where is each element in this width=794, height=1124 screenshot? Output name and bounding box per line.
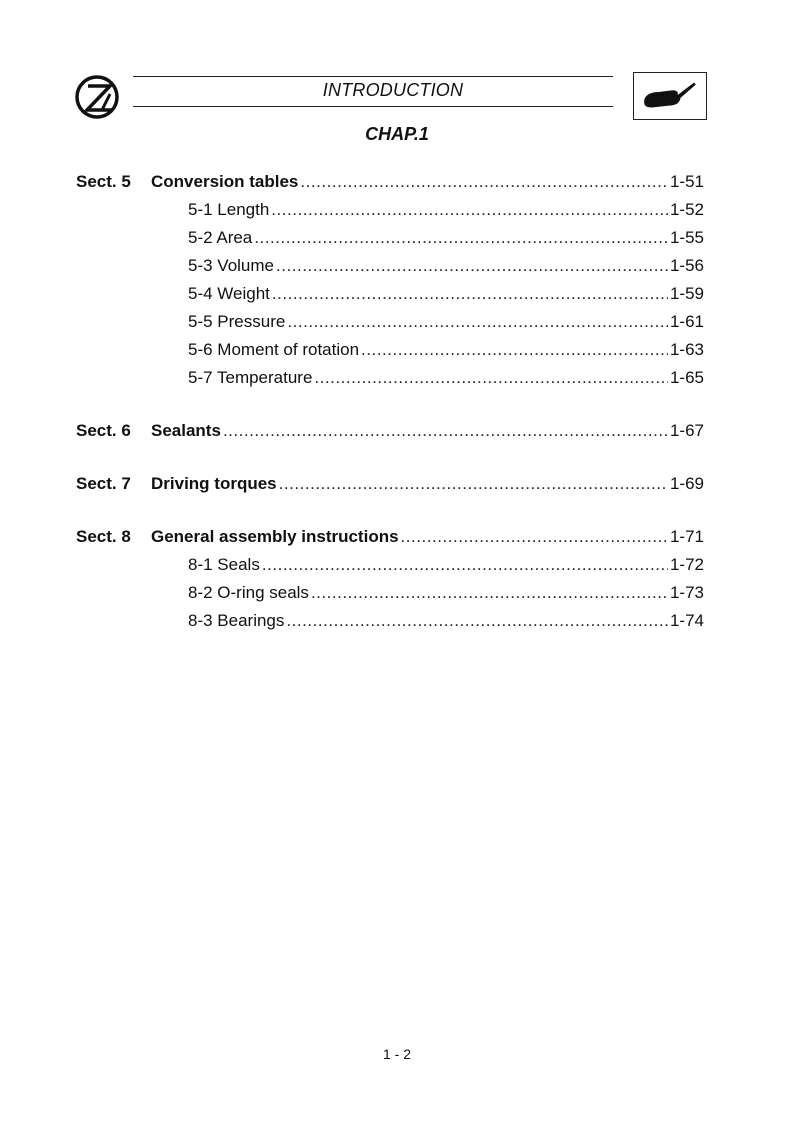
page-ref: 1-65 — [669, 368, 704, 387]
toc-section-5[interactable] — [76, 168, 704, 196]
leader-dots — [223, 417, 668, 445]
section-number: Sect. 5 — [76, 172, 131, 191]
toc-section-6[interactable] — [76, 417, 704, 445]
item-title: 5-5 Pressure — [188, 312, 286, 331]
item-title: 5-4 Weight — [188, 284, 270, 303]
leader-dots — [272, 280, 668, 308]
table-of-contents — [76, 168, 704, 635]
leader-dots — [271, 196, 668, 224]
page-ref: 1-67 — [669, 421, 704, 440]
page-ref: 1-59 — [669, 284, 704, 303]
leader-dots — [401, 523, 668, 551]
item-title: 5-2 Area — [188, 228, 253, 247]
item-title: 5-7 Temperature — [188, 368, 313, 387]
leader-dots — [311, 579, 668, 607]
section-title: Driving torques — [151, 474, 277, 493]
leader-dots — [254, 224, 668, 252]
page-ref: 1-71 — [669, 527, 704, 546]
page-ref: 1-72 — [669, 555, 704, 574]
page-ref: 1-63 — [669, 340, 704, 359]
item-title: 8-3 Bearings — [188, 611, 285, 630]
section-number: Sect. 7 — [76, 474, 131, 493]
section-title: Conversion tables — [151, 172, 299, 191]
toc-item-8-1[interactable] — [76, 551, 704, 579]
leader-dots — [276, 252, 668, 280]
toc-item-5-4[interactable] — [76, 280, 704, 308]
toc-item-5-5[interactable] — [76, 308, 704, 336]
leader-dots — [287, 308, 668, 336]
page-ref: 1-74 — [669, 611, 704, 630]
leader-dots — [314, 364, 668, 392]
toc-section-7[interactable] — [76, 470, 704, 498]
page-header-title: INTRODUCTION — [322, 80, 464, 100]
toc-item-5-1[interactable] — [76, 196, 704, 224]
leader-dots — [361, 336, 668, 364]
leader-dots — [279, 470, 668, 498]
pointing-hand-icon — [633, 72, 707, 120]
toc-item-5-6[interactable] — [76, 336, 704, 364]
page-ref: 1-51 — [669, 172, 704, 191]
toc-item-5-3[interactable] — [76, 252, 704, 280]
section-title: Sealants — [151, 421, 221, 440]
section-number: Sect. 8 — [76, 527, 131, 546]
leader-dots — [262, 551, 668, 579]
toc-item-8-2[interactable] — [76, 579, 704, 607]
page-ref: 1-73 — [669, 583, 704, 602]
page-ref: 1-55 — [669, 228, 704, 247]
item-title: 8-2 O-ring seals — [188, 583, 309, 602]
leader-dots — [286, 607, 668, 635]
toc-section-8[interactable] — [76, 523, 704, 551]
item-title: 5-6 Moment of rotation — [188, 340, 360, 359]
item-title: 5-3 Volume — [188, 256, 274, 275]
header-bottom-rule — [133, 106, 613, 107]
page-ref: 1-52 — [669, 200, 704, 219]
circle-z-logo-icon — [74, 74, 120, 120]
toc-item-8-3[interactable] — [76, 607, 704, 635]
page-ref: 1-61 — [669, 312, 704, 331]
item-title: 5-1 Length — [188, 200, 270, 219]
section-title: General assembly instructions — [151, 527, 399, 546]
header-top-rule — [133, 76, 613, 77]
page-number: 1 - 2 — [382, 1046, 411, 1062]
page-ref: 1-56 — [669, 256, 704, 275]
leader-dots — [300, 168, 668, 196]
toc-item-5-2[interactable] — [76, 224, 704, 252]
chapter-heading: CHAP.1 — [365, 124, 429, 144]
page-ref: 1-69 — [669, 474, 704, 493]
section-number: Sect. 6 — [76, 421, 131, 440]
item-title: 8-1 Seals — [188, 555, 260, 574]
toc-item-5-7[interactable] — [76, 364, 704, 392]
